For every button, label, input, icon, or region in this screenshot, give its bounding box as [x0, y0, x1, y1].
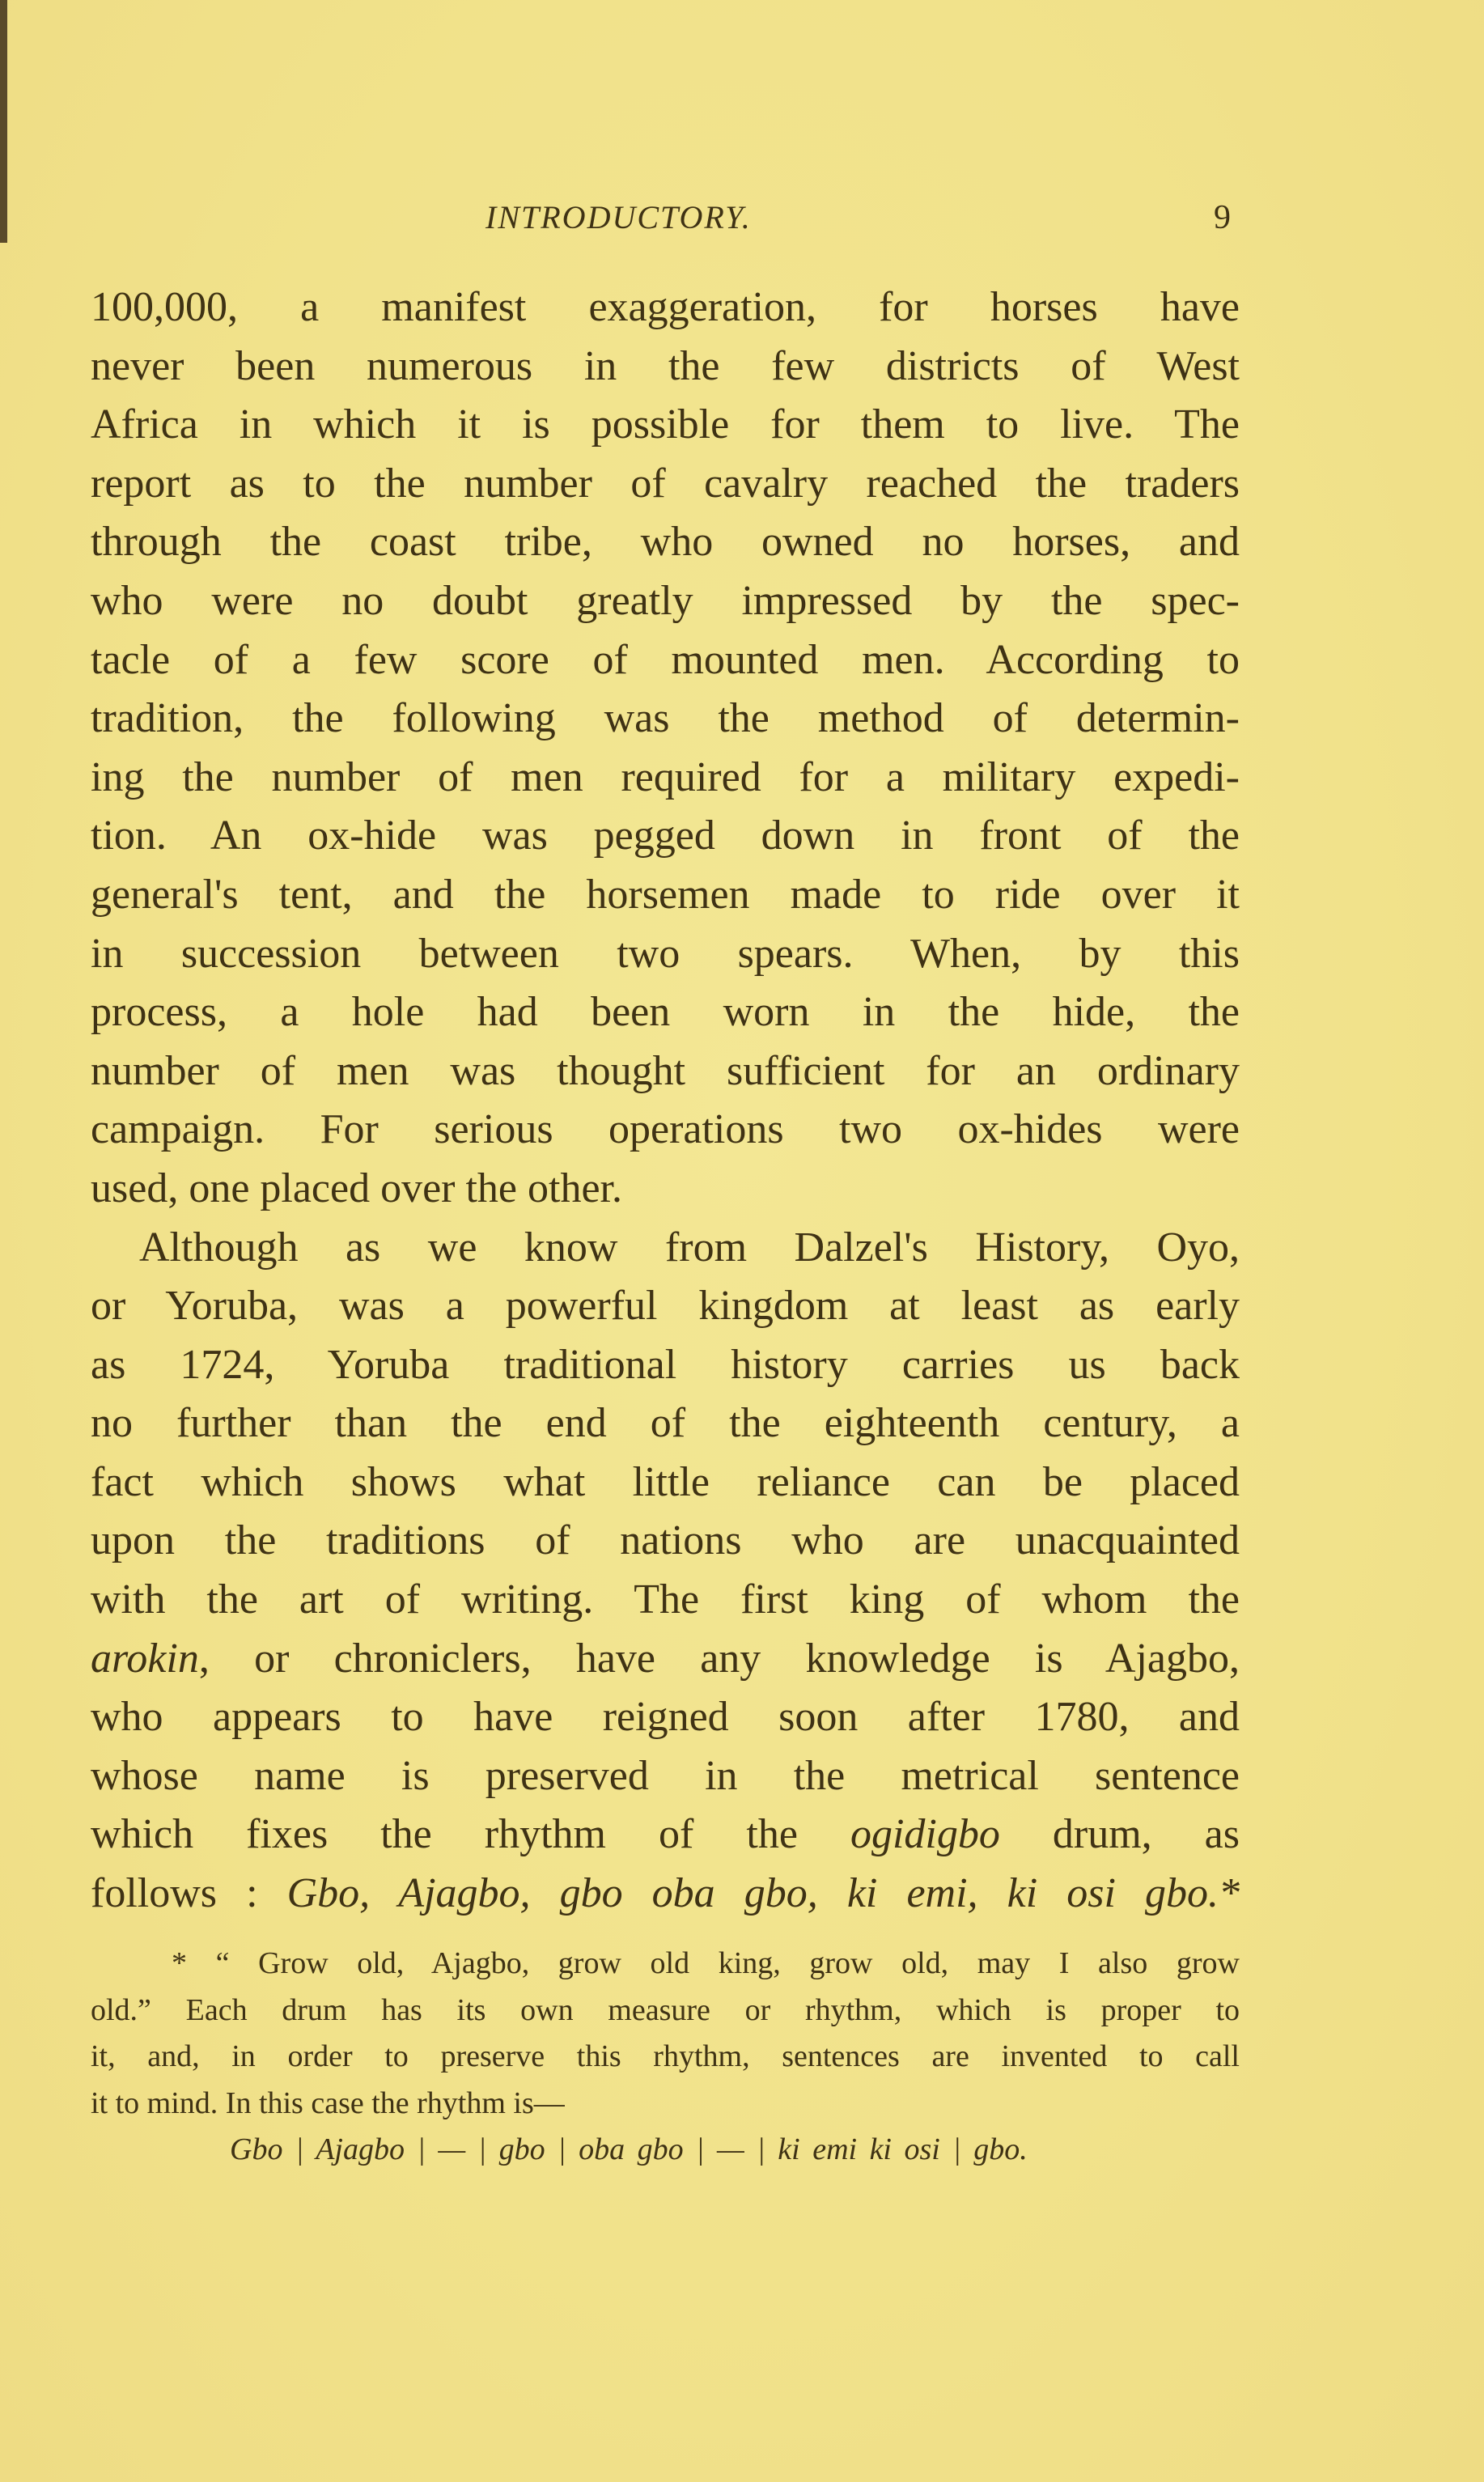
body-text	[91, 278, 1240, 1924]
text-run: who appears to have reigned soon after 1780, and	[91, 1694, 1240, 1741]
text-line	[91, 1453, 1240, 1513]
text-run: it to mind. In this case the rhythm is—	[91, 2085, 565, 2120]
text-run: Although as we know from Dalzel's History, Oyo,	[139, 1224, 1240, 1271]
text-line	[91, 513, 1240, 572]
text-line	[91, 689, 1240, 749]
text-line	[91, 1101, 1240, 1160]
text-run: never been numerous in the few districts of West	[91, 342, 1240, 389]
text-line	[91, 278, 1240, 337]
text-run: ing the number of men required for a military expedi-	[91, 753, 1240, 800]
text-line	[91, 1805, 1240, 1865]
text-line	[91, 572, 1240, 631]
text-run: through the coast tribe, who owned no horses, and	[91, 519, 1240, 566]
text-run: used, one placed over the other.	[91, 1165, 622, 1211]
italic-text: ogidigbo	[850, 1811, 1000, 1858]
text-run: campaign. For serious operations two ox-hides were	[91, 1106, 1240, 1153]
text-run: number of men was thought sufficient for an ordinary	[91, 1047, 1240, 1094]
text-run: with the art of writing. The first king of whom the	[91, 1576, 1240, 1623]
text-line	[91, 1042, 1240, 1101]
text-line	[91, 337, 1240, 397]
text-run: whose name is preserved in the metrical sentence	[91, 1752, 1240, 1799]
text-line	[91, 631, 1240, 690]
text-run: in succession between two spears. When, by this	[91, 930, 1240, 977]
text-line	[91, 925, 1240, 984]
text-line	[91, 455, 1240, 514]
footnote-line	[91, 1941, 1240, 1988]
text-run: drum, as	[999, 1811, 1240, 1858]
text-run: upon the traditions of nations who are unacquainted	[91, 1517, 1240, 1564]
text-run: , or chroniclers, have any knowledge is Ajagbo,	[198, 1635, 1240, 1682]
text-run: it, and, in order to preserve this rhythm, sentences are invented to call	[91, 2039, 1240, 2073]
text-run: general's tent, and the horsemen made to ride over it	[91, 871, 1240, 918]
text-line	[91, 1160, 1240, 1219]
text-run: 100,000, a manifest exaggeration, for horses have	[91, 284, 1240, 330]
text-line	[91, 807, 1240, 866]
text-run: old.” Each drum has its own measure or rhythm, which is proper to	[91, 1992, 1240, 2027]
italic-text: Gbo, Ajagbo, gbo oba gbo, ki emi, ki osi gbo.*	[286, 1870, 1240, 1917]
italic-text: Gbo | Ajagbo | — | gbo | oba gbo | — | ki emi ki osi | gbo.	[230, 2132, 1028, 2166]
text-line	[91, 1219, 1240, 1278]
text-run: fact which shows what little reliance can be placed	[91, 1458, 1240, 1505]
text-line	[91, 396, 1240, 455]
text-line	[91, 866, 1240, 925]
page-edge-shadow	[0, 0, 7, 243]
footnote	[91, 1941, 1240, 2174]
italic-text: arokin	[91, 1635, 199, 1682]
footnote-line	[91, 1988, 1240, 2034]
text-run: follows :	[91, 1870, 287, 1917]
text-run: Africa in which it is possible for them to live. The	[91, 401, 1240, 448]
text-line	[91, 1865, 1240, 1924]
page-number: 9	[1214, 199, 1231, 236]
footnote-line	[91, 2034, 1240, 2081]
text-run: tradition, the following was the method of determin-	[91, 695, 1240, 742]
footnote-line	[91, 2081, 1240, 2128]
text-line	[91, 1336, 1240, 1395]
text-line	[91, 1512, 1240, 1571]
text-run: which fixes the rhythm of the	[91, 1811, 850, 1858]
text-line	[91, 1277, 1240, 1336]
text-line	[91, 1688, 1240, 1747]
text-line	[91, 1630, 1240, 1689]
footnote-line	[91, 2127, 1240, 2174]
text-run: report as to the number of cavalry reached the traders	[91, 460, 1240, 507]
text-run: who were no doubt greatly impressed by the spec-	[91, 577, 1240, 624]
running-head: INTRODUCTORY.	[485, 199, 752, 235]
text-run: process, a hole had been worn in the hide, the	[91, 989, 1240, 1036]
text-line	[91, 1747, 1240, 1806]
text-run: tion. An ox-hide was pegged down in front of the	[91, 812, 1240, 859]
text-line	[91, 749, 1240, 808]
text-run: tacle of a few score of mounted men. According to	[91, 636, 1240, 683]
text-run: no further than the end of the eighteenth century, a	[91, 1400, 1240, 1447]
text-line	[91, 1394, 1240, 1453]
text-run: * “ Grow old, Ajagbo, grow old king, grow old, may I also grow	[172, 1946, 1240, 1980]
text-run: as 1724, Yoruba traditional history carries us back	[91, 1341, 1240, 1388]
text-line	[91, 983, 1240, 1042]
text-run: or Yoruba, was a powerful kingdom at least as early	[91, 1283, 1240, 1330]
text-line	[91, 1571, 1240, 1630]
